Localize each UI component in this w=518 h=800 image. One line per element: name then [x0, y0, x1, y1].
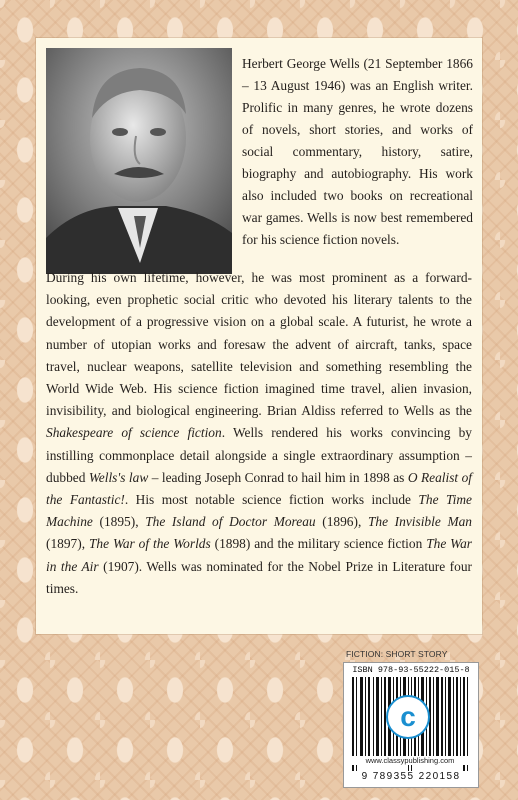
term-wells-law: Wells's law: [88, 469, 149, 485]
intro-paragraph: Herbert George Wells (21 September 1866 – 13 August 1946) was an English writer. Prolific in many genres, he wrote dozens of novels, short stories, and works of social commentary, history, satire, biography and autobiography. His work also included two books on recreational war games. Wells is now best remembered for his science fiction novels.: [242, 56, 473, 247]
quote-conrad: O Realist of the Fantastic!: [46, 469, 472, 508]
barcode-digits: 9 789355 220158: [361, 771, 461, 782]
biography-paragraph: During his own lifetime, however, he was most prominent as a forward-looking, even prophetic social critic who devoted his literary talents to the development of a progressive vision on a global scale. A futurist, he wrote a number of utopian works and foresaw the advent of aircraft, tanks, space travel, nuclear weapons, satellite television and something resembling the World Wide Web. His science fiction imagined time travel, alien invasion, invisibility, and biological engineering. Brian Aldiss referred to Wells as the Shakespeare of science fiction. Wells rendered his works convincing by instilling commonplace detail alongside a single extraordinary assumption – dubbed Wells's law – leading Joseph Conrad to hail him in 1898 as O Realist of the Fantastic!. His most notable science fiction works include The Time Machine (1895), The Island of Doctor Moreau (1896), The Invisible Man (1897), The War of the Worlds (1898) and the military science fiction The War in the Air (1907). Wells was nominated for the Nobel Prize in Literature four times.: [46, 270, 473, 596]
publisher-website[interactable]: www.classypublishing.com: [350, 756, 470, 765]
author-portrait: [46, 48, 232, 274]
title-time-machine: The Time Machine: [46, 492, 473, 530]
quote-shakespeare: Shakespeare of science fiction: [46, 425, 222, 441]
title-invisible-man: The Invisible Man: [367, 514, 472, 530]
title-war-in-the-air: The War in the Air: [46, 536, 473, 574]
genre-label: FICTION: SHORT STORY: [346, 649, 448, 659]
publisher-logo: [386, 695, 430, 739]
text-panel: [36, 38, 482, 634]
publisher-logo-letter: c: [400, 701, 416, 732]
title-war-of-the-worlds: The War of the Worlds: [88, 536, 211, 552]
title-island-doctor-moreau: The Island of Doctor Moreau: [145, 514, 316, 530]
isbn-label: ISBN 978-93-55222-015-8: [352, 665, 470, 675]
